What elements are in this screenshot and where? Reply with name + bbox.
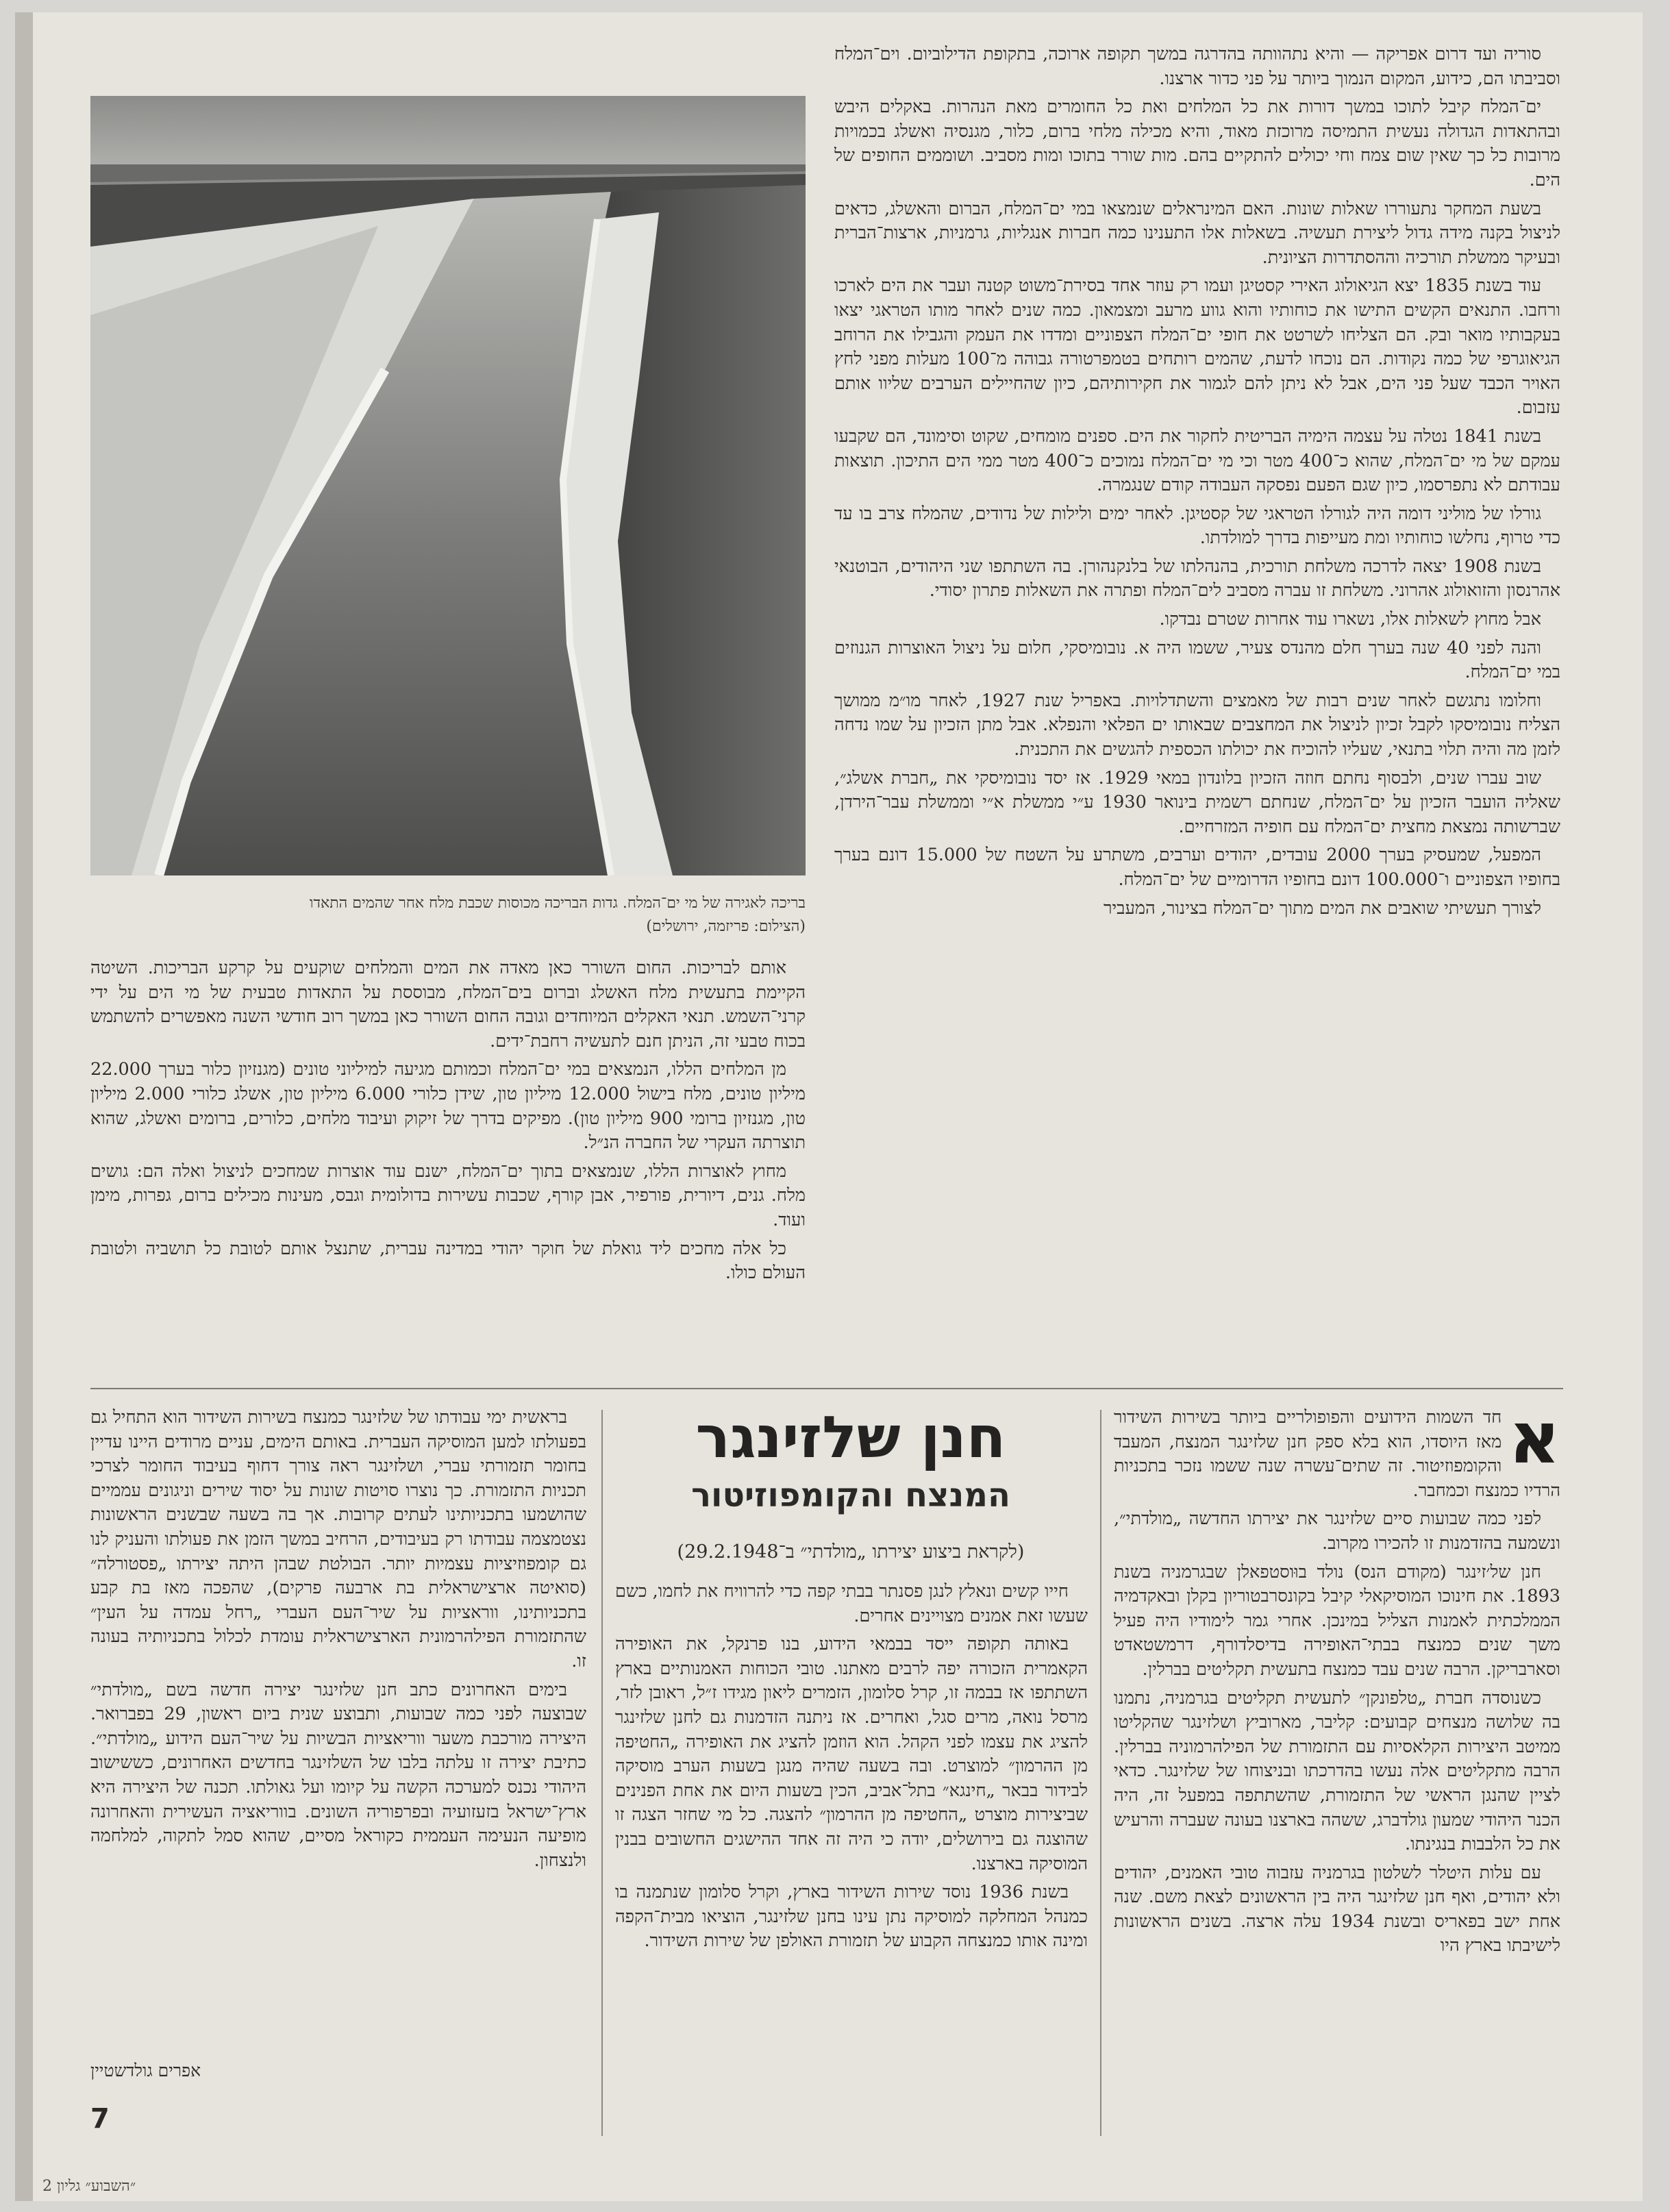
magazine-page bbox=[15, 12, 1643, 2201]
article1-paragraph: בשנת 1841 נטלה על עצמה הימיה הבריטית לחקור את הים. ספנים מומחים, שקוט וסימונד, הם שקבעו עמקם של מי ים־המלח, שהוא כ־400 מטר וכי מי ים־המלח נמוכים כ־400 מטר ממי הים התיכון. תוצאות עבודתם לא נתפרסמו, כיון שגם הפעם נפסקה העבודה קודם שנגמרה. bbox=[834, 425, 1560, 496]
article2-paragraph: בשנת 1936 נוסד שירות השידור בארץ, וקרל סלומון שנתמנה בו כמנהל המחלקה למוסיקה נתן עינו בחנן שלזינגר, הוציאו מבית־הקפה ומינה אותו כמנצחה הקבוע של תזמורת האולפן של שירות השידור. bbox=[615, 1882, 1088, 1952]
article1-paragraph: המפעל, שמעסיק בערך 2000 עובדים, יהודים וערבים, משתרע על השטח של 15.000 דונם בערך בחופיו הצפוניים ו־100.000 דונם בחופיו הדרומיים של ים־המלח. bbox=[834, 845, 1560, 890]
article1-paragraph: לצורך תעשיתי שואבים את המים מתוך ים־המלח בצינור, המעביר bbox=[1103, 897, 1541, 919]
article2-paragraph: חד השמות הידועים והפופולריים ביותר בשירות השידור מאז היוסדו, הוא בלא ספק חנן שלזינגר המנצח, המעבד והקומפוזיטור. זה שתים־עשרה שנה ששמו נזכר בתכניות הרדיו כמנצח וכמחבר. bbox=[1114, 1407, 1560, 1501]
page-number: 7 bbox=[90, 2103, 110, 2135]
caption-text: בריכה לאגירה של מי ים־המלח. גדות הבריכה מכוסות שכבת מלח אחר שהמים התאדו bbox=[309, 895, 806, 912]
column-rule bbox=[601, 1410, 603, 2136]
article1-paragraph: אותם לבריכות. החום השורר כאן מאדה את המים והמלחים שוקעים על קרקע הבריכות. השיטה הקיימת בתעשית מלח האשלג וברום בים־המלח, מבוססת על התאדות טבעית של מי הים על ידי קרני־השמש. תנאי האקלים המיוחדים וגובה החום השורר כאן במשך רוב חודשי השנה מאפשרים להשתמש בכוח טבעי זה, הניתן חנם לתעשיה רחבת־ידים. bbox=[90, 958, 806, 1052]
article2-paragraph: חייו קשים ונאלץ לנגן פסנתר בבתי קפה כדי להרוויח את לחמו, כשם שעשו זאת אמנים מצויינים אחרים. bbox=[615, 1581, 1088, 1626]
article1-paragraph: והנה לפני 40 שנה בערך חלם מהנדס צעיר, ששמו היה א. נובומיסקי, חלום על ניצול האוצרות הגנוזים במי ים־המלח. bbox=[834, 637, 1560, 683]
article2-paragraph: חנן של׳זינגר (מקודם הנס) נולד בוּוסטפאלן שבגרמניה בשנת 1893. את חינוכו המוסיקאלי קיבל בקונסרבטוריון בקלן ובאקדמיה הממלכתית לאמנות הצליל במינכן. אחרי גמר לימודיו היה פעיל משך שנים כמנצח בבתי־האופירה בדיסלדורף, דרמשטאדט וסארבריקן. הרבה שנים עבד כמנצח בתעשית תקליטים בברלין. bbox=[1114, 1561, 1560, 1680]
article2-column-right bbox=[1114, 1406, 1560, 2139]
article2-paragraph: בימים האחרונים כתב חנן שלזינגר יצירה חדשה בשם „מולדתי״ שבוצעה לפני כמה שבועות, ותבוצע שנית ביום ראשון, 29 בפברואר. היצירה מורכבת משער ווריאציות הבשיות על שיר־העם הידוע „מולדתי״. כתיבת יצירה זו עלתה בלבו של השלזינגר בחדשים האחרונים, כששישוב היהודי נכנס למערכה הקשה על קיומו ועל גאולתו. תכנה של היצירה היא ארץ־ישראל בזעזועיה ובפרפוריה השונים. בווריאציה העשירית והאחרונה מופיעה הנעימה העממית כקוראל מסיים, שהוא סמל לתקוה, למלחמה ולנצחון. bbox=[90, 1679, 586, 1871]
article1-paragraph: סוריה ועד דרום אפריקה — והיא נתהוותה בהדרגה במשך תקופה ארוכה, בתקופת הדילוביום. וים־המלח וסביבתו הם, כידוע, המקום הנמוך ביותר על פני כדור ארצנו. bbox=[834, 44, 1560, 89]
salt-pool-photo bbox=[90, 96, 806, 875]
article1-paragraph: ים־המלח קיבל לתוכו במשך דורות את כל המלחים ואת כל החומרים מאת הנהרות. באקלים היבש ובהתאדות הגדולה נעשית התמיסה מרוכזת מאוד, והיא מכילה מלחי ברום, כלור, מגנסיה ואשלג בכמויות מרובות כל כך שאין שום צמח וחי יכולים להתקיים בהם. מות שורר בתוכו ומות מסביב. ושוממים החופים של הים. bbox=[834, 97, 1560, 190]
article1-paragraph: כל אלה מחכים ליד גואלת של חוקר יהודי במדינה עברית, שתנצל אותם לטובת כל תושביה ולטובת העולם כולו. bbox=[90, 1238, 806, 1284]
footer-text: ״השבוע״ גליון 2 bbox=[42, 2178, 136, 2195]
article1-column-left bbox=[90, 956, 806, 1381]
article1-paragraph: בשנת 1908 יצאה לדרכה משלחת תורכית, בהנהלתו של בלנקנהורן. בה השתתפו שני היהודים, הבוטנאי אהרנסון והזואולוג אהרוני. משלחת זו עברה מסביב לים־המלח ופתרה את השאלות פתרון יסודי. bbox=[834, 556, 1560, 601]
drop-cap: א bbox=[1508, 1406, 1560, 1480]
article1-paragraph: מחוץ לאוצרות הללו, שנמצאים בתוך ים־המלח, ישנם עוד אוצרות שמחכים לניצול ואלה הם: גושים מלח. גנים, דיורית, פורפיר, אבן קורף, שכבות עשירות בדולומית וגבס, מעינות מכילים ברום, גפרות, מימן ועוד. bbox=[90, 1160, 806, 1230]
article2-paragraph: לפני כמה שבועות סיים שלזינגר את יצירתו החדשה „מולדתי״, ונשמעה בהזדמנות זו להכירו מקרוב. bbox=[1114, 1508, 1560, 1554]
article1-paragraph: גורלו של מוליני דומה היה לגורלו הטראגי של קסטיגן. לאחר ימים ולילות של נדודים, שהמלח צרב בו עד כדי טרוף, נחלשו כוחותיו ומת מעייפות בדרך למולדתו. bbox=[834, 503, 1560, 549]
author-signature: אפרים גולדשטיין bbox=[90, 2061, 201, 2080]
article2-column-left bbox=[90, 1406, 586, 2056]
photo-caption bbox=[90, 892, 806, 939]
article2-paragraph: עם עלות היטלר לשלטון בגרמניה עזבוה טובי האמנים, יהודים ולא יהודים, ואף חנן שלזינגר היה בין הראשונים לצאת משם. שנה אחת ישב בפאריס ובשנת 1934 עלה ארצה. בשנים הראשונות לישיבתו בארץ היו bbox=[1114, 1862, 1560, 1956]
article2-column-middle bbox=[615, 1580, 1088, 2141]
article2-subtitle: המנצח והקומפוזיטור bbox=[691, 1476, 1010, 1515]
article1-paragraph: שוב עברו שנים, ולבסוף נחתם חוזה הזכיון בלונדון במאי 1929. אז יסד נובומיסקי את „חברת אשלג״, שאליה הועבר הזכיון על ים־המלח, שנחתם רשמית בינואר 1930 ע״י ממשלת א״י וממשלת עבר־הירדן, שברשותה נמצאת מחצית ים־המלח עם חופיה המזרחיים. bbox=[834, 767, 1560, 837]
article2-paragraph: כשנוסדה חברת „טלפונקן״ לתעשית תקליטים בגרמניה, נתמנו בה שלושה מנצחים קבועים: קליבר, מארוביץ ושלזינגר שהקליטו ממיטב היצירות הקלאסיות עם התזמורת של הפילהרמוניה בברלין. הרבה מתקליטים אלה נעשו בהדרכתו ובניצוחו של שלזינגר. כדאי לציין שהנגן הראשי של התזמורת, שהשתתפה במפעל זה, היה הכנר היהודי שמעון גולדברג, ששהה בארצנו בעונה שעברה והרעיש את כל הלבבות בנגינתו. bbox=[1114, 1687, 1560, 1855]
column-rule bbox=[1100, 1410, 1101, 2136]
article1-paragraph: מן המלחים הללו, הנמצאים במי ים־המלח וכמותם מגיעה למיליוני טונים (מגנזיון כלור בערך 22.000 מיליון טונים, מלח בישול 12.000 מיליון טון, שידן כלורי 6.000 מיליון טון, אשלג כלורי 2.000 מיליון טון, מגנזיון ברומי 900 מיליון טון). מפיקים בדרך של זיקוק ועיבוד מלחים, כלורים, ברומים ואשלג, שהוא תוצרתה העקרי של החברה הנ״ל. bbox=[90, 1059, 806, 1154]
article1-paragraph: וחלומו נתגשם לאחר שנים רבות של מאמצים והשתדלויות. באפריל שנת 1927, לאחר מו״מ ממושך הצליח נובומיסקו לקבל זכיון לניצול את המחצבים שבאותו ים הפלאי והנפלא. אבל מתן הזכיון על שמו נדחה לזמן מה והיה תלוי בתנאי, שעליו להוכיח את יכולתו הכספית להגשים את התכנית. bbox=[834, 690, 1560, 760]
article1-paragraph: אבל מחוץ לשאלות אלו, נשארו עוד אחרות שטרם נבדקו. bbox=[1159, 609, 1541, 630]
article2-paragraph: בראשית ימי עבודתו של שלזינגר כמנצח בשירות השידור הוא התחיל גם בפעולתו למען המוסיקה העברית. באותם הימים, עניים מרודים היינו עדיין בחומר תזמורתי עברי, ושלזינגר ראה צורך דחוף בעיבוד החומר לצרכי תכניות התזמורת. כך נוצרו סויטות שונות על יסוד שירים וניגונים עממיים שהושמעו בתכניותינו לעתים קרובות. אך בה בשעה שבשנים הראשונות נצטמצמה עבודתו רק בעיבודים, הרחיב במשך הזמן את פעולתו והעניק לנו גם קומפוזיציות עצמיות יותר. הבולטת שבהן היתה יצירתו „פסטורלה״ (סואיטה ארצישראלית בת ארבעה פרקים), שהפכה מאז בת קבע בתכניותינו, ווראציות על שיר־העם העברי „רחל עמדה על העין״ שהתזמורת הפילהרמונית הארצישראלית עומדת לכלול בתכניותיה בעונה זו. bbox=[90, 1407, 586, 1672]
article1-paragraph: בשעת המחקר נתעוררו שאלות שונות. האם המינראלים שנמצאו במי ים־המלח, הברום והאשלג, כדאים לניצול בקנה מידה גדול ליצירת תעשיה. בשאלות אלו התענינו כמה חברות אנגליות, גרמניות, ארצות־הברית ובעיקר ממשלת תורכיה וההסתדרות הציונית. bbox=[834, 198, 1560, 268]
article1-paragraph: עוד בשנת 1835 יצא הגיאולוג האירי קסטיגן ועמו רק עוזר אחד בסירת־משוט קטנה ועבר את הים לארכו ורחבו. התנאים הקשים התישו את כוחותיו והוא גווע מרעב ומצמאון. כמה שנים לאחר מותו הטראגי יצאו בעקבותיו מואר ובק. הם הצליחו לשרטט את חופי ים־המלח הצפוניים ומדדו את העמק והגבילו את הרוחב הגיאוגרפי של כמה נקודות. הם נוכחו לדעת, שהמים רותחים בטמפרטורה גבוהה מ־100 מעלות מפני לחץ האויר הכבד שעל פני הים, אבל לא ניתן להם לגמור את חקירותיהם, כיון שהחיילים הערבים שליוו אותם עזבום. bbox=[834, 275, 1560, 419]
article2-title: חנן שלזינגר bbox=[695, 1404, 1006, 1471]
photo-credit: (הצילום: פריזמה, ירושלים) bbox=[646, 918, 806, 935]
article2-paragraph: באותה תקופה ייסד בבמאי הידוע, בנו פרנקל, את האופירה הקאמרית הזכורה יפה לרבים מאתנו. טובי הכוחות האמנותיים בארץ השתתפו אז בבמה זו, קרל סלומון, הזמרים ליאון מגידו ז״ל, ראובן לזר, מרסל נואה, מרים סגל, ואחרים. אז ניתנה הזדמנות גם לחנן שלזינגר להציג את עצמו לפני הקהל. הוא הוזמן להציג את האופירה „החטיפה מן ההרמון״ למוצרט. ובה בשעה שהיה מנגן בשעות הערב מוסיקה לבידור בבאר „חינגא״ בתל־אביב, הכין בשעות היום את אחת הפנינים שביצירות מוצרט „החטיפה מן ההרמון״ להצגה. כל מי שחזר הצגה זו שהוצגה גם בירושלים, יודה כי היה זה אחד ההישגים החשובים בבנין המוסיקה בארצנו. bbox=[615, 1634, 1088, 1874]
article2-dateline: (לקראת ביצוע יצירתו „מולדתי״ ב־29.2.1948) bbox=[677, 1541, 1025, 1563]
binding-edge bbox=[15, 12, 33, 2201]
article1-column-right bbox=[834, 42, 1560, 1382]
section-divider bbox=[90, 1388, 1563, 1389]
